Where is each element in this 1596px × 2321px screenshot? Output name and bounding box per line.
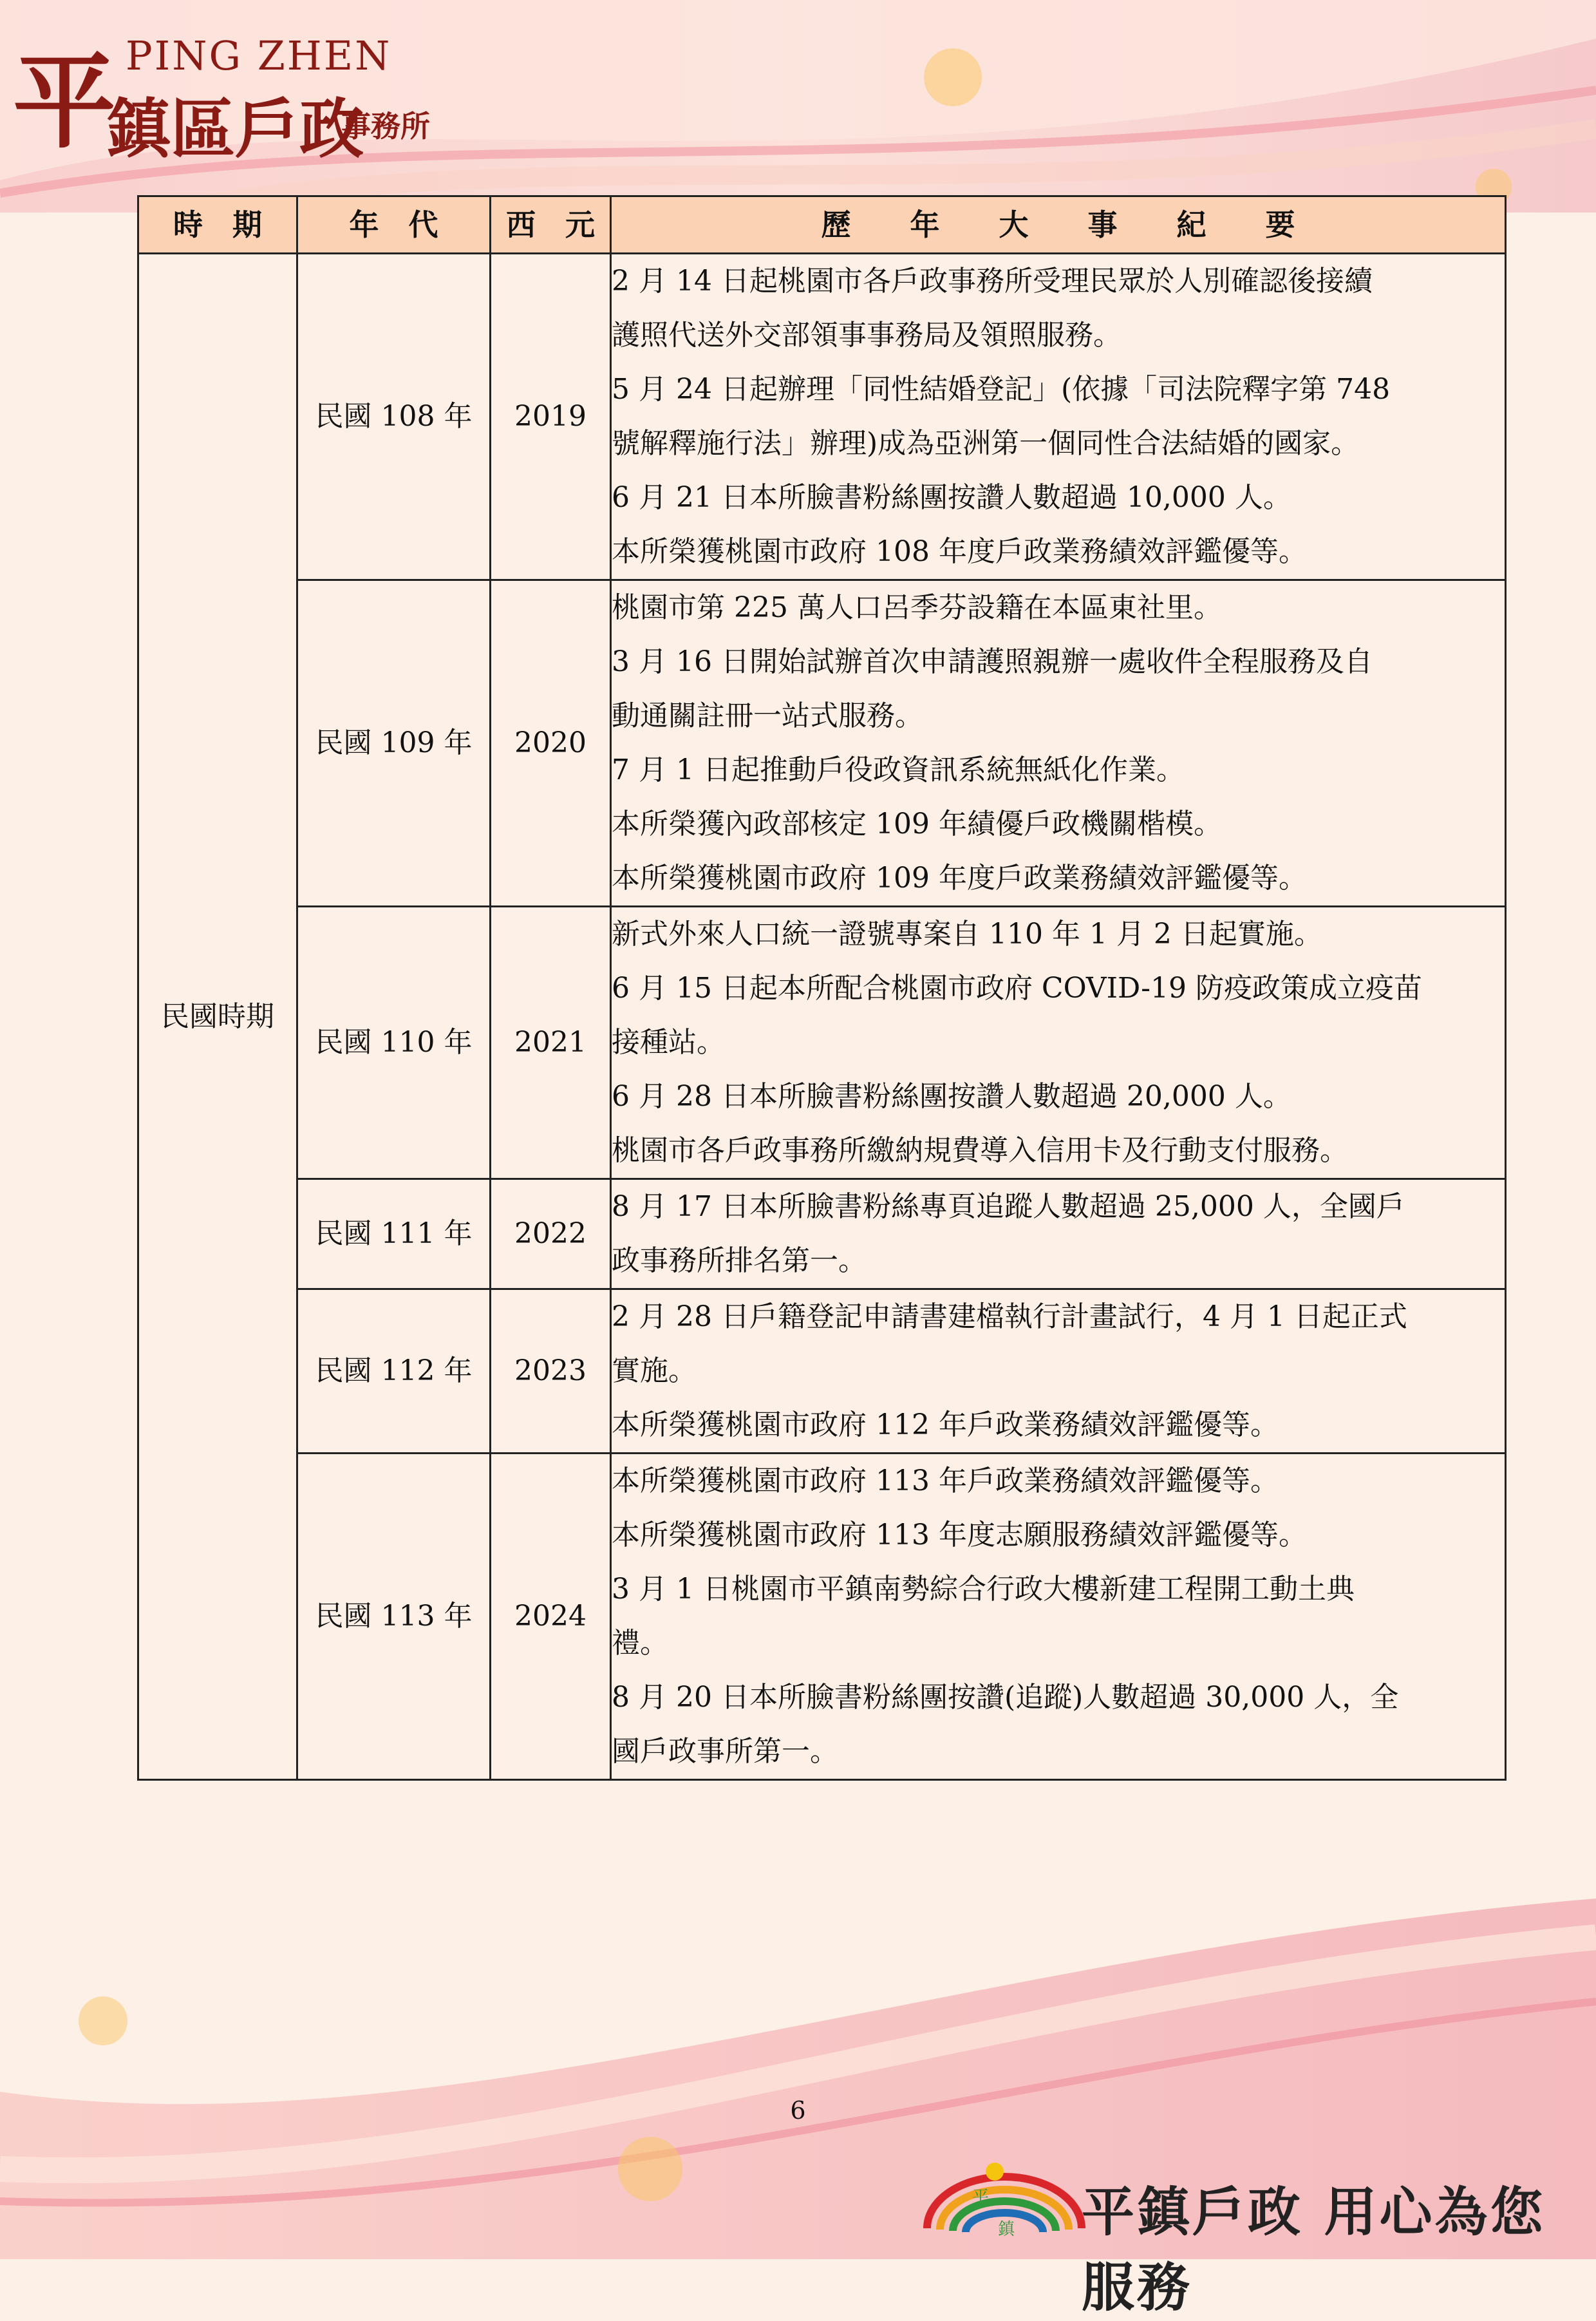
logo-office: 事務所 <box>341 109 430 144</box>
logo-character: 平 <box>13 41 117 162</box>
event-line: 3 月 16 日開始試辦首次申請護照親辦一處收件全程服務及自 <box>612 645 1373 678</box>
event-line: 2 月 28 日戶籍登記申請書建檔執行計畫試行，4 月 1 日起正式 <box>612 1300 1407 1333</box>
event-line: 國戶政事所第一。 <box>612 1735 838 1768</box>
event-line: 6 月 21 日本所臉書粉絲團按讚人數超過 10,000 人。 <box>612 481 1291 514</box>
emblem-text-top: 平 <box>972 2188 990 2207</box>
year-cell: 民國 111 年 <box>297 1179 491 1289</box>
table-header-row <box>138 196 1506 254</box>
events-cell <box>611 907 1506 1179</box>
ad-cell: 2021 <box>491 907 611 1179</box>
emblem-text-bottom: 鎮 <box>998 2220 1015 2239</box>
column-header-ad: 西 元 <box>491 196 611 254</box>
event-line: 實施。 <box>612 1354 697 1387</box>
year-cell: 民國 110 年 <box>297 907 491 1179</box>
slogan: 平鎮戶政 用心為您服務 <box>1082 2182 1546 2318</box>
event-line: 桃園市各戶政事務所繳納規費導入信用卡及行動支付服務。 <box>612 1134 1348 1167</box>
table-row <box>138 1454 1506 1780</box>
event-line: 6 月 15 日起本所配合桃園市政府 COVID-19 防疫政策成立疫苗 <box>612 972 1422 1005</box>
events-cell <box>611 1454 1506 1780</box>
event-line: 2 月 14 日起桃園市各戶政事務所受理民眾於人別確認後接續 <box>612 265 1373 298</box>
year-cell: 民國 113 年 <box>297 1454 491 1780</box>
page-number: 6 <box>790 2096 806 2125</box>
ad-cell: 2024 <box>491 1454 611 1780</box>
table-row <box>138 1289 1506 1454</box>
event-line: 動通關註冊一站式服務。 <box>612 699 923 732</box>
events-cell <box>611 1289 1506 1454</box>
column-header-period: 時 期 <box>138 196 297 254</box>
table-row <box>138 907 1506 1179</box>
event-line: 3 月 1 日桃園市平鎮南勢綜合行政大樓新建工程開工動土典 <box>612 1573 1355 1606</box>
year-cell: 民國 109 年 <box>297 580 491 907</box>
ad-cell: 2023 <box>491 1289 611 1454</box>
year-cell: 民國 112 年 <box>297 1289 491 1454</box>
event-line: 6 月 28 日本所臉書粉絲團按讚人數超過 20,000 人。 <box>612 1080 1291 1113</box>
ad-cell: 2020 <box>491 580 611 907</box>
event-line: 政事務所排名第一。 <box>612 1244 867 1277</box>
table-row <box>138 254 1506 580</box>
event-line: 7 月 1 日起推動戶役政資訊系統無紙化作業。 <box>612 753 1185 786</box>
year-cell: 民國 108 年 <box>297 254 491 580</box>
household-office-emblem-icon <box>921 2157 1088 2241</box>
event-line: 本所榮獲桃園市政府 113 年戶政業務績效評鑑優等。 <box>612 1464 1279 1497</box>
event-line: 本所榮獲內政部核定 109 年績優戶政機關楷模。 <box>612 808 1222 840</box>
event-line: 號解釋施行法」辦理)成為亞洲第一個同性合法結婚的國家。 <box>612 427 1360 460</box>
event-line: 8 月 20 日本所臉書粉絲團按讚(追蹤)人數超過 30,000 人，全 <box>612 1681 1399 1714</box>
event-line: 5 月 24 日起辦理「同性結婚登記」(依據「司法院釋字第 748 <box>612 373 1391 406</box>
event-line: 護照代送外交部領事事務局及領照服務。 <box>612 319 1122 352</box>
table-row <box>138 1179 1506 1289</box>
event-line: 桃園市第 225 萬人口呂季芬設籍在本區東社里。 <box>612 591 1222 624</box>
period-cell: 民國時期 <box>138 254 297 1780</box>
event-line: 本所榮獲桃園市政府 109 年度戶政業務績效評鑑優等。 <box>612 862 1307 895</box>
column-header-era: 年 代 <box>297 196 491 254</box>
events-cell <box>611 1179 1506 1289</box>
event-line: 接種站。 <box>612 1026 725 1059</box>
event-line: 新式外來人口統一證號專案自 110 年 1 月 2 日起實施。 <box>612 918 1322 951</box>
logo-district: 鎮區戶政 <box>106 91 364 167</box>
office-logo <box>6 13 470 167</box>
event-line: 本所榮獲桃園市政府 112 年戶政業務績效評鑑優等。 <box>612 1408 1279 1441</box>
column-header-events: 歷 年 大 事 紀 要 <box>611 196 1506 254</box>
event-line: 本所榮獲桃園市政府 113 年度志願服務績效評鑑優等。 <box>612 1519 1307 1551</box>
ad-cell: 2022 <box>491 1179 611 1289</box>
event-line: 禮。 <box>612 1627 668 1660</box>
event-line: 8 月 17 日本所臉書粉絲專頁追蹤人數超過 25,000 人，全國戶 <box>612 1190 1405 1223</box>
history-table <box>137 195 1507 1781</box>
events-cell <box>611 254 1506 580</box>
logo-english: PING ZHEN <box>126 32 392 79</box>
events-cell <box>611 580 1506 907</box>
ad-cell: 2019 <box>491 254 611 580</box>
event-line: 本所榮獲桃園市政府 108 年度戶政業務績效評鑑優等。 <box>612 535 1307 568</box>
table-row <box>138 580 1506 907</box>
